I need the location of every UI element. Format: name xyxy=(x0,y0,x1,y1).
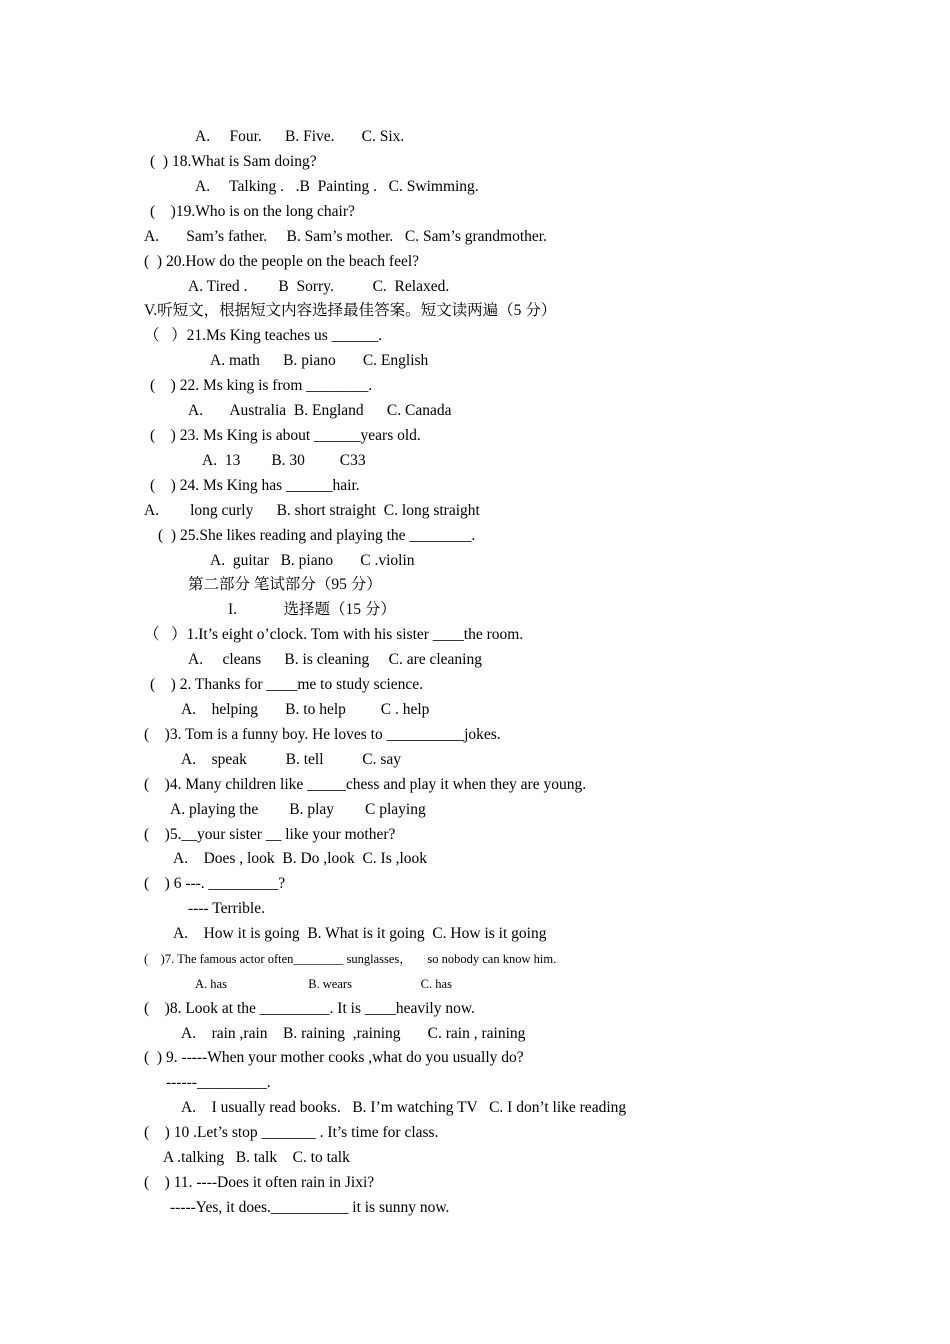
q21-options: A. math B. piano C. English xyxy=(210,352,429,369)
section-i-heading: I. 选择题（15 分） xyxy=(228,601,396,618)
w8-options: A. rain ,rain B. raining ,raining C. rain , raining xyxy=(181,1025,526,1042)
w4-question: ( )4. Many children like _____chess and play it when they are young. xyxy=(144,776,587,793)
w1-options: A. cleans B. is cleaning C. are cleaning xyxy=(188,651,482,668)
q18-options: A. Talking . .B Painting . C. Swimming. xyxy=(195,178,479,195)
w6-options: A. How it is going B. What is it going C. How is it going xyxy=(173,925,547,942)
part-two-heading: 第二部分 笔试部分（95 分） xyxy=(188,576,382,593)
w3-options: A. speak B. tell C. say xyxy=(181,751,401,768)
w6-question: ( ) 6 ---. _________? xyxy=(144,875,286,892)
q23-options: A. 13 B. 30 C33 xyxy=(202,452,366,469)
w8-question: ( )8. Look at the _________. It is ____heavily now. xyxy=(144,1000,475,1017)
w2-question: ( ) 2. Thanks for ____me to study science. xyxy=(150,676,424,693)
q24-question: ( ) 24. Ms King has ______hair. xyxy=(150,477,360,494)
q20-options: A. Tired . B Sorry. C. Relaxed. xyxy=(188,278,450,295)
w4-options: A. playing the B. play C playing xyxy=(170,801,426,818)
q18-question: ( ) 18.What is Sam doing? xyxy=(150,153,317,170)
w5-question: ( )5.__your sister __ like your mother? xyxy=(144,826,396,843)
w9-question: ( ) 9. -----When your mother cooks ,what do you usually do? xyxy=(144,1049,524,1066)
q20-question: ( ) 20.How do the people on the beach feel? xyxy=(144,253,420,270)
w6-response: ---- Terrible. xyxy=(188,900,265,917)
q17-options: A. Four. B. Five. C. Six. xyxy=(195,128,405,145)
q21-question: （ ）21.Ms King teaches us ______. xyxy=(144,327,383,344)
q19-question: ( )19.Who is on the long chair? xyxy=(150,203,355,220)
w1-question: （ ）1.It’s eight o’clock. Tom with his sister ____the room. xyxy=(144,626,524,643)
q22-options: A. Australia B. England C. Canada xyxy=(188,402,452,419)
w10-options: A .talking B. talk C. to talk xyxy=(163,1149,350,1166)
w11-response: -----Yes, it does.__________ it is sunny now. xyxy=(170,1199,450,1216)
w9-response: ------_________. xyxy=(166,1074,271,1091)
w2-options: A. helping B. to help C . help xyxy=(181,701,430,718)
q19-options: A. Sam’s father. B. Sam’s mother. C. Sam’s grandmother. xyxy=(144,228,547,245)
q25-question: ( ) 25.She likes reading and playing the ________. xyxy=(158,527,476,544)
q22-question: ( ) 22. Ms king is from ________. xyxy=(150,377,373,394)
w7-question: ( )7. The famous actor often________ sunglasses， so nobody can know him. xyxy=(144,952,557,966)
section-v-heading: V.听短文，根据短文内容选择最佳答案。短文读两遍（5 分） xyxy=(144,302,557,319)
w5-options: A. Does , look B. Do ,look C. Is ,look xyxy=(173,850,428,867)
w3-question: ( )3. Tom is a funny boy. He loves to __________jokes. xyxy=(144,726,501,743)
w10-question: ( ) 10 .Let’s stop _______ . It’s time for class. xyxy=(144,1124,439,1141)
w11-question: ( ) 11. ----Does it often rain in Jixi? xyxy=(144,1174,375,1191)
q25-options: A. guitar B. piano C .violin xyxy=(210,552,415,569)
q23-question: ( ) 23. Ms King is about ______years old. xyxy=(150,427,421,444)
w9-options: A. I usually read books. B. I’m watching TV C. I don’t like reading xyxy=(181,1099,627,1116)
w7-options: A. has B. wears C. has xyxy=(195,977,452,991)
q24-options: A. long curly B. short straight C. long straight xyxy=(144,502,480,519)
